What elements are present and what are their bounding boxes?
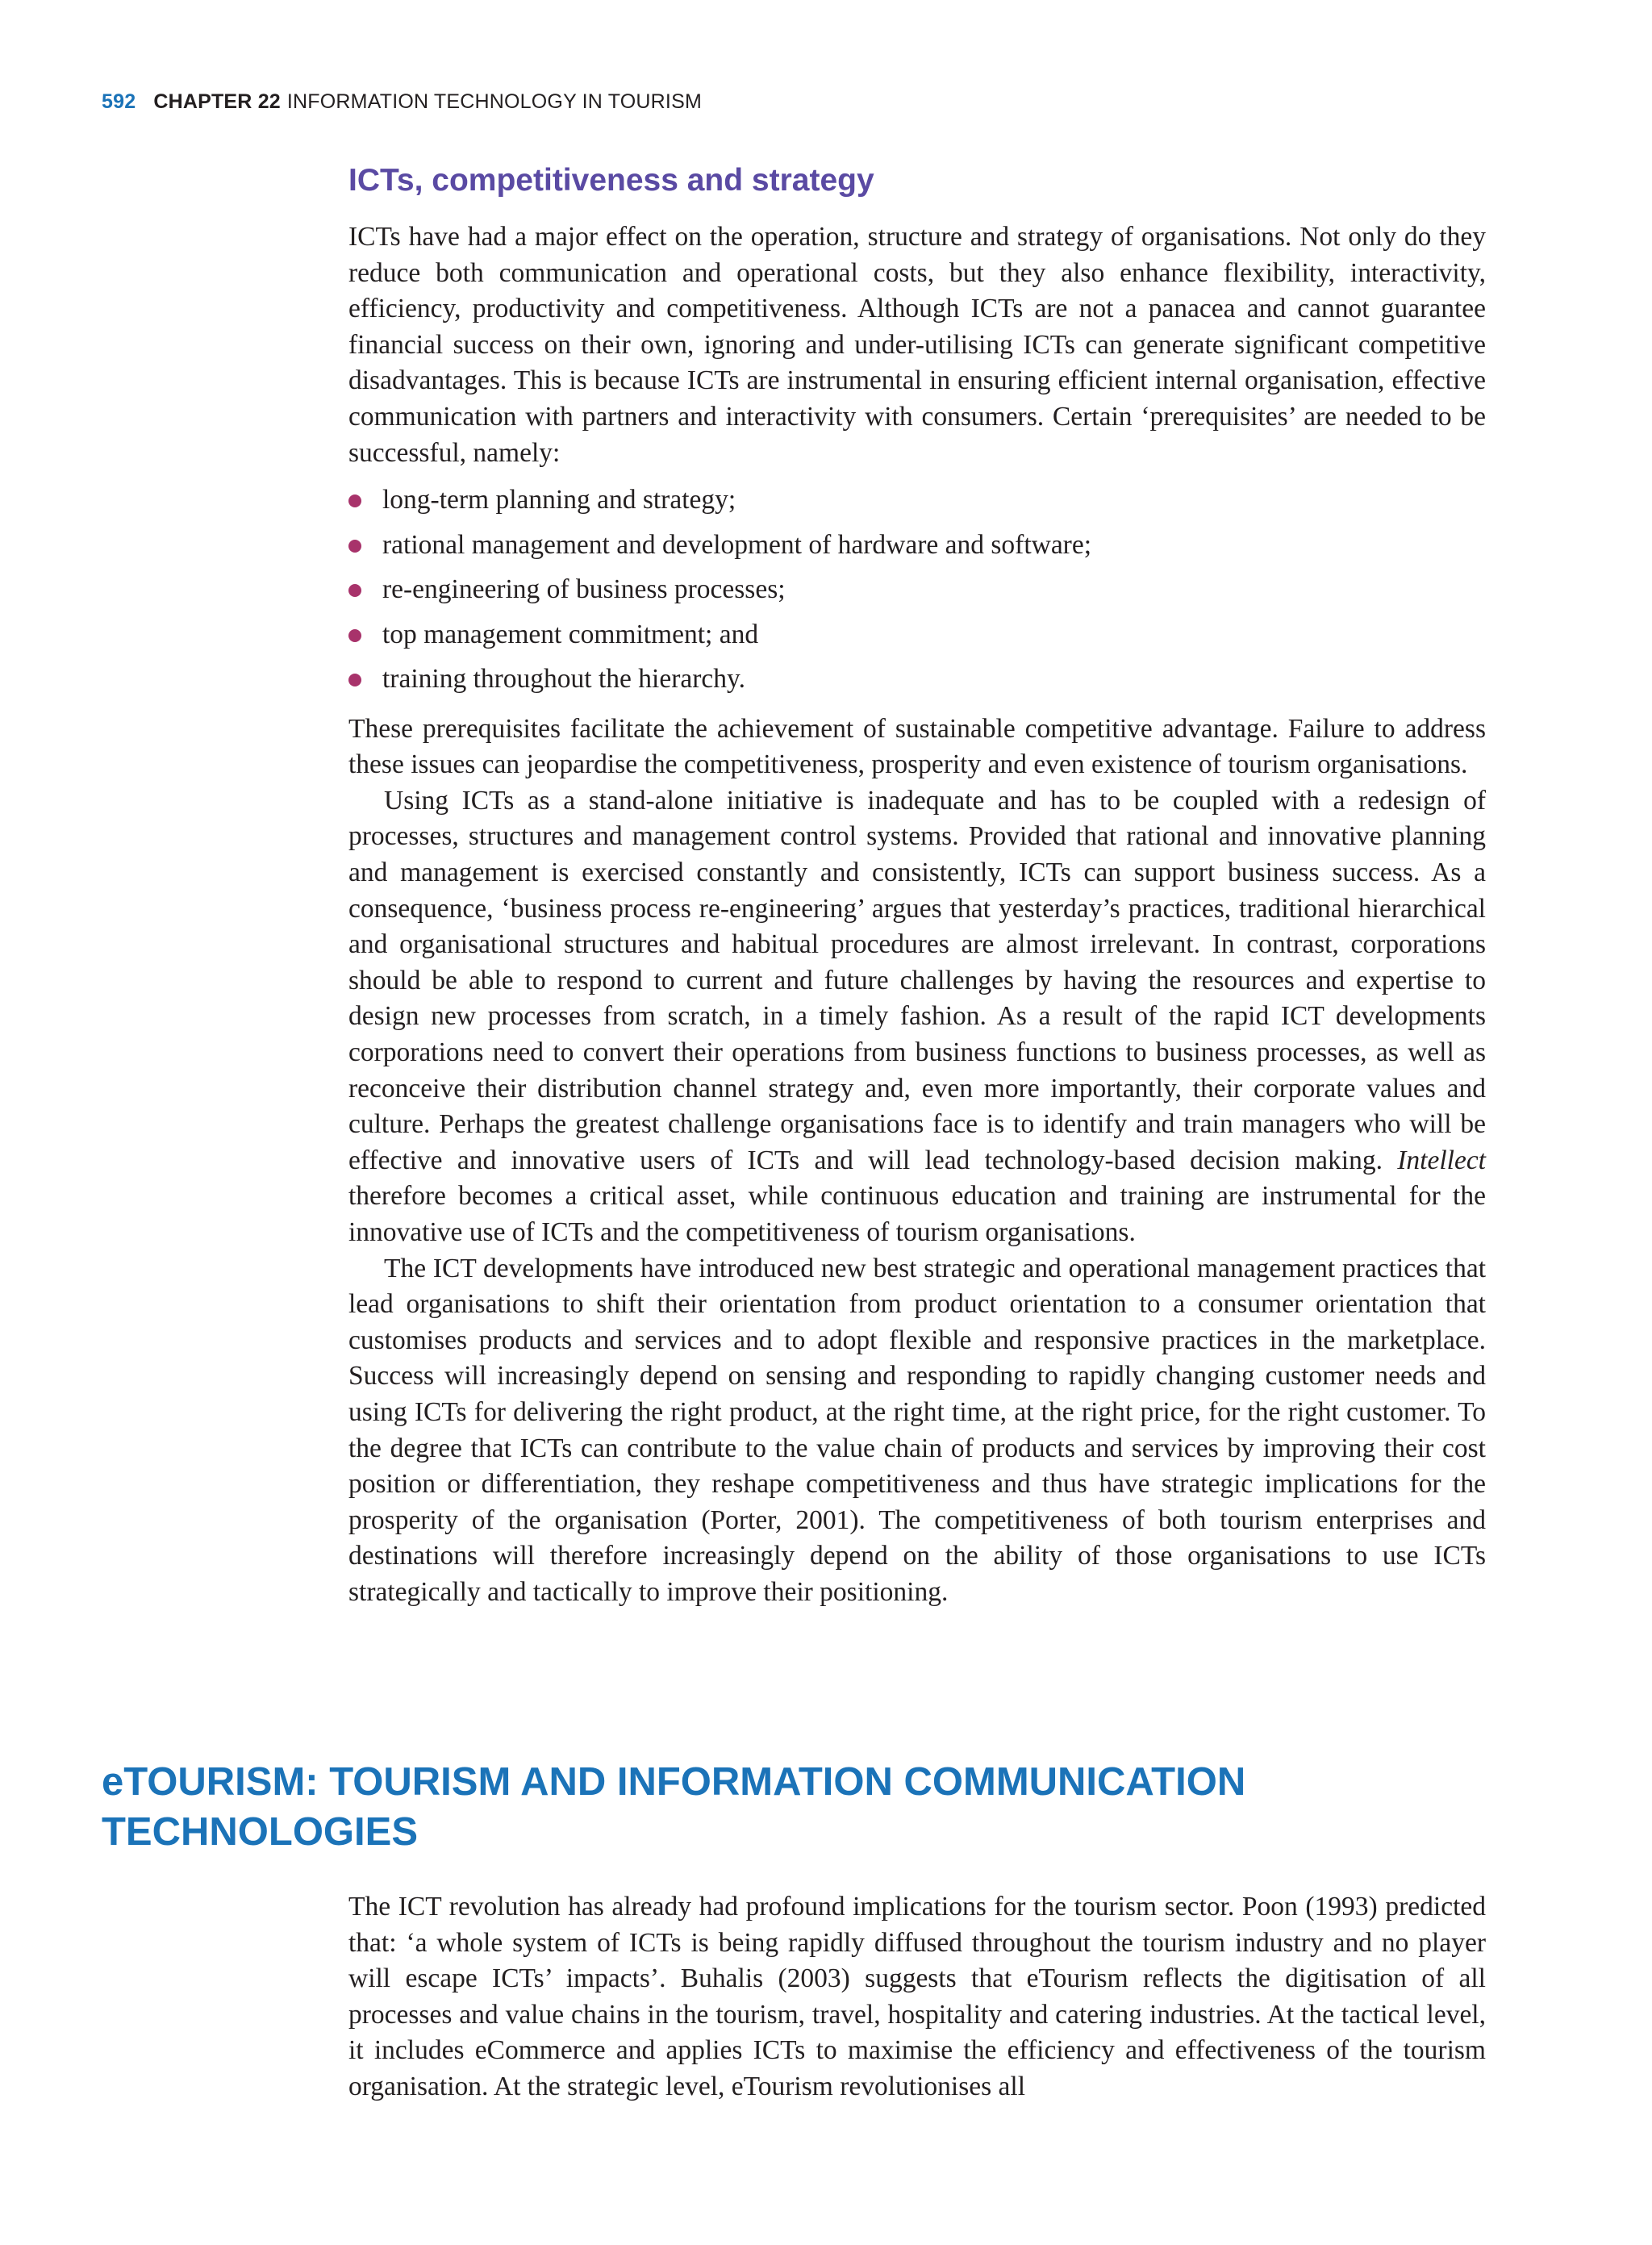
section-heading: ICTs, competitiveness and strategy (348, 163, 874, 198)
list-item (348, 661, 1486, 707)
body-paragraph (348, 783, 1486, 1251)
chapter-title: INFORMATION TECHNOLOGY IN TOURISM (286, 90, 702, 113)
running-header (102, 90, 702, 114)
paragraph-text: therefore becomes a critical asset, while continuous education and training are instrumental for the innovative use of ICTs and the competitiveness of tourism organisations. (348, 1181, 1486, 1247)
emphasis-text: Intellect (1397, 1145, 1486, 1175)
major-section-body (348, 1889, 1486, 2105)
bullet-icon (348, 629, 361, 642)
body-paragraph: The ICT developments have introduced new best strategic and operational management practices that lead organisations to shift their orientation from product orientation to a consumer orientation that customises products and services and to adopt flexible and responsive practices in the marketplace. Success will increasingly depend on sensing and responding to rapidly changing customer needs and using ICTs for delivering the right product, at the right time, at the right price, for the right customer. To the degree that ICTs can contribute to the value chain of products and services by improving their cost position or differentiation, they reshape competitiveness and thus have strategic implications for the prosperity of the organisation (Porter, 2001). The competitiveness of both tourism enterprises and destinations will therefore increasingly depend on the ability of those organisations to use ICTs strategically and tactically to improve their positioning. (348, 1253, 1486, 1607)
bullet-icon (348, 674, 361, 686)
page-number: 592 (102, 90, 136, 113)
prerequisites-list (348, 482, 1486, 707)
bullet-icon (348, 540, 361, 553)
list-item-text: top management commitment; and (382, 619, 759, 649)
list-item (348, 572, 1486, 617)
list-item-text: re-engineering of business processes; (382, 574, 786, 605)
chapter-label: CHAPTER 22 (153, 90, 281, 113)
list-item-text: rational management and development of hardware and software; (382, 529, 1092, 560)
body-paragraph: These prerequisites facilitate the achievement of sustainable competitive advantage. Failure to address these issues can jeopardise the competitiveness, prosperity and even existence of tourism organisations. (348, 713, 1486, 780)
body-paragraph: The ICT revolution has already had profound implications for the tourism sector. Poon (1993) predicted that: ‘a whole system of ICTs is being rapidly diffused throughout the tourism industry and no player will escape ICTs’ impacts’. Buhalis (2003) suggests that eTourism reflects the digitisation of all processes and value chains in the tourism, travel, hospitality and catering industries. At the tactical level, it includes eCommerce and applies ICTs to maximise the efficiency and effectiveness of the tourism organisation. At the strategic level, eTourism revolutionises all (348, 1892, 1486, 2101)
list-item-text: long-term planning and strategy; (382, 485, 736, 515)
paragraph-text: Using ICTs as a stand-alone initiative is inadequate and has to be coupled with a redesign of processes, structures and management control systems. Provided that rational and innovative planning and management is exercised constantly and consistently, ICTs can support business success. As a consequence, ‘business process re-engineering’ argues that yesterday’s practices, traditional hierarchical and organisational structures and habitual procedures are almost irrelevant. In contrast, corporations should be able to respond to current and future challenges by having the resources and expertise to design new processes from scratch, in a timely fashion. As a result of the rapid ICT developments corporations need to convert their operations from business functions to business processes, as well as reconceive their distribution channel strategy and, even more importantly, their corporate values and culture. Perhaps the greatest challenge organisations face is to identify and train managers who will be effective and innovative users of ICTs and will lead technology-based decision making. (348, 785, 1486, 1175)
list-item-text: training throughout the hierarchy. (382, 664, 745, 695)
intro-paragraph: ICTs have had a major effect on the operation, structure and strategy of organisations. Not only do they reduce both communication and operational costs, but they also enhance flexibility, interactivity, efficiency, productivity and competitiveness. Although ICTs are not a panacea and cannot guarantee financial success on their own, ignoring and under-utilising ICTs can generate significant competitive disadvantages. This is because ICTs are instrumental in ensuring efficient internal organisation, effective communication with partners and interactivity with consumers. Certain ‘prerequisites’ are needed to be successful, namely: (348, 222, 1486, 468)
section-body (348, 219, 1486, 1611)
list-item (348, 482, 1486, 528)
bullet-icon (348, 584, 361, 597)
list-item (348, 528, 1486, 573)
major-section-heading: eTOURISM: TOURISM AND INFORMATION COMMUNICATION TECHNOLOGIES (102, 1760, 1246, 1854)
bullet-icon (348, 494, 361, 507)
list-item (348, 617, 1486, 662)
